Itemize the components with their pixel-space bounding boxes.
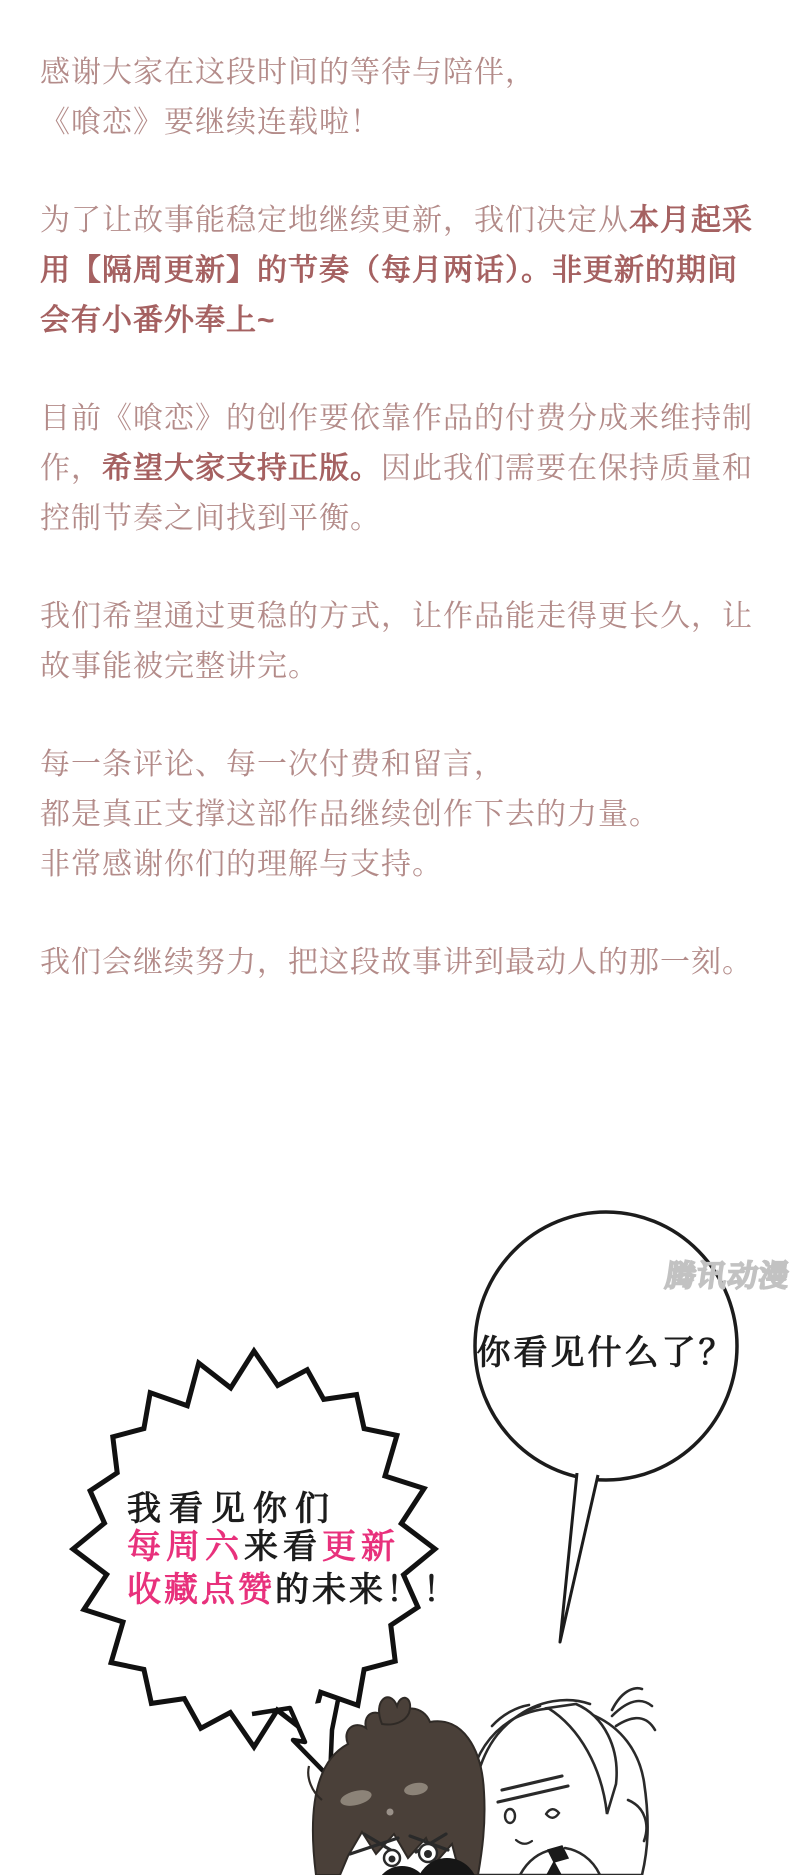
text-line: 控制节奏之间找到平衡。 (40, 502, 381, 535)
announcement-paragraph (40, 394, 770, 544)
watermark: 腾讯动漫 (663, 1260, 792, 1293)
text-line-bold: 希望大家支持正版。 (102, 452, 381, 485)
round-bubble-text: 你看见什么了？ (476, 1334, 736, 1372)
comic-panel (0, 1180, 800, 1875)
announcement-paragraph (40, 938, 770, 988)
text-line-bold: 用【隔周更新】的节奏（每月两话）。非更新的期间 (40, 254, 738, 287)
spiky-bubble-text-line1: 我看见你们 (127, 1490, 337, 1528)
text-line: 故事能被完整讲完。 (40, 650, 319, 683)
text-line: 作， (40, 452, 102, 485)
announcement-paragraph (40, 196, 770, 346)
text-line: 每一条评论、每一次付费和留言， (40, 748, 505, 781)
dark-hair-highlight (387, 1809, 394, 1816)
spiky-bubble-text-line2: 每周六来看更新 (127, 1528, 400, 1566)
announcement-paragraph (40, 592, 770, 692)
announcement-paragraph (40, 48, 770, 148)
text-line: 《喰恋》要继续连载啦！ (40, 106, 381, 139)
text-line: 都是真正支撑这部作品继续创作下去的力量。 (40, 798, 660, 831)
text-line: 感谢大家在这段时间的等待与陪伴， (40, 56, 536, 89)
blonde-ponytail (612, 1701, 652, 1716)
text-line: 目前《喰恋》的创作要依靠作品的付费分成来维持制 (40, 402, 753, 435)
text-line: 我们会继续努力，把这段故事讲到最动人的那一刻。 (40, 946, 753, 979)
announcement-paragraph (40, 740, 770, 890)
text-line: 非常感谢你们的理解与支持。 (40, 848, 443, 881)
announcement-text (40, 48, 770, 988)
text-line-bold: 会有小番外奉上~ (40, 304, 276, 337)
dark-pupil-right (424, 1850, 432, 1858)
blonde-ponytail (616, 1718, 655, 1730)
character-blonde (464, 1688, 655, 1875)
text-line: 因此我们需要在保持质量和 (381, 452, 753, 485)
round-bubble-tail (560, 1473, 598, 1642)
text-line: 为了让故事能稳定地继续更新，我们决定从 (40, 204, 629, 237)
text-line-bold: 本月起采 (629, 204, 753, 237)
spiky-bubble-text-line3: 收藏点赞的未来！！ (127, 1571, 460, 1609)
text-line: 我们希望通过更稳的方式，让作品能走得更长久，让 (40, 600, 753, 633)
blonde-ponytail (612, 1688, 642, 1710)
dark-pupil-left (389, 1856, 396, 1863)
